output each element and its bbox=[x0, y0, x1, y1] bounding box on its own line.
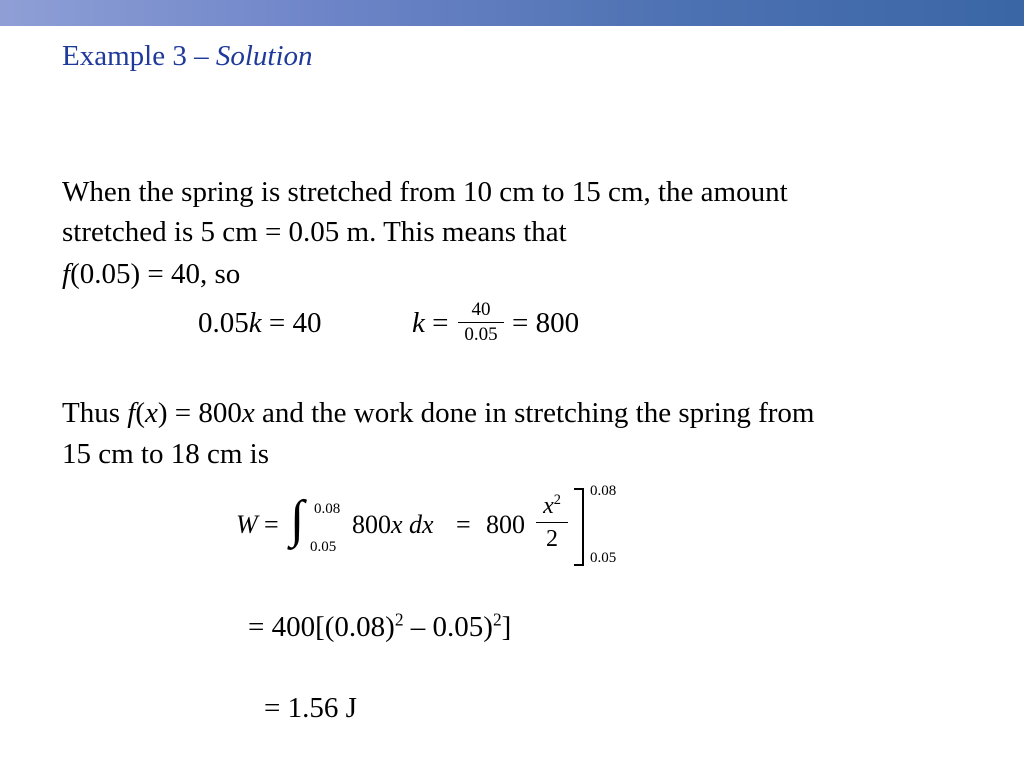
eq1-rest: = 40 bbox=[261, 307, 322, 339]
para2-close: ) = 800 bbox=[157, 397, 242, 429]
step2-c: ] bbox=[501, 611, 512, 643]
step2-b: – 0.05) bbox=[403, 611, 493, 643]
eq1-frac-num: 40 bbox=[471, 299, 491, 320]
eq1-result: = 800 bbox=[512, 307, 580, 339]
eq1-k-def bbox=[412, 309, 448, 338]
integrand-coef: 800 bbox=[352, 510, 391, 539]
integrand-dx: dx bbox=[402, 510, 434, 539]
eq1-frac-bar bbox=[458, 322, 504, 323]
integrand-x: x bbox=[391, 510, 403, 539]
slide-title bbox=[62, 40, 313, 73]
eval-lower: 0.05 bbox=[590, 550, 617, 566]
top-banner bbox=[0, 0, 1024, 26]
step2 bbox=[248, 609, 512, 643]
eval-upper: 0.08 bbox=[590, 483, 617, 499]
integral-upper: 0.08 bbox=[314, 501, 341, 517]
integral-W bbox=[236, 510, 258, 540]
integral-coef: 800 bbox=[486, 510, 525, 539]
para1-line2: stretched is 5 cm = 0.05 m. This means that bbox=[62, 216, 567, 248]
para1-line3-rest: (0.05) = 40, so bbox=[70, 258, 241, 290]
integral-eq1: = bbox=[264, 510, 279, 539]
para2-line2: 15 cm to 18 cm is bbox=[62, 438, 270, 470]
step2-a: = 400[(0.08) bbox=[248, 611, 395, 643]
eq1-k: k bbox=[248, 307, 262, 339]
eval-bracket bbox=[574, 488, 584, 566]
integral-frac-bar bbox=[536, 522, 568, 523]
integral-frac-den: 2 bbox=[546, 526, 558, 552]
eq1-coef: 0.05 bbox=[198, 307, 249, 339]
para1-line3 bbox=[62, 260, 240, 289]
para2-rest: and the work done in stretching the spring from bbox=[254, 397, 815, 429]
integral-frac-num bbox=[536, 494, 568, 518]
step2-sup1: 2 bbox=[394, 609, 404, 630]
step2-sup2: 2 bbox=[492, 609, 502, 630]
para2-x: x bbox=[144, 397, 158, 429]
integral-lower: 0.05 bbox=[310, 539, 337, 555]
para2-x2: x bbox=[241, 397, 255, 429]
eq1-k2: k bbox=[412, 307, 425, 339]
f-var: f bbox=[62, 258, 71, 290]
title-italic: Solution bbox=[215, 40, 313, 72]
para1-line1: When the spring is stretched from 10 cm to 15 cm, the amount bbox=[62, 176, 788, 208]
step3: = 1.56 J bbox=[264, 692, 357, 724]
eq1-left bbox=[198, 309, 321, 338]
eq1-fraction bbox=[458, 300, 504, 344]
eq1-keq: = bbox=[424, 307, 449, 339]
title-main: Example 3 – bbox=[62, 40, 216, 72]
para2-open: ( bbox=[135, 397, 145, 429]
integral-fraction bbox=[536, 494, 568, 551]
eq1-frac-den: 0.05 bbox=[464, 324, 498, 345]
para2-line1 bbox=[62, 399, 815, 428]
frac-x: x bbox=[543, 493, 554, 519]
integral-sign: ∫ bbox=[290, 491, 305, 548]
integrand bbox=[352, 510, 434, 540]
integral-eq2: = bbox=[456, 510, 471, 539]
frac-exp: 2 bbox=[553, 492, 561, 508]
para2-f: f bbox=[127, 397, 136, 429]
para2-thus: Thus bbox=[62, 397, 128, 429]
W-var: W bbox=[236, 510, 258, 539]
